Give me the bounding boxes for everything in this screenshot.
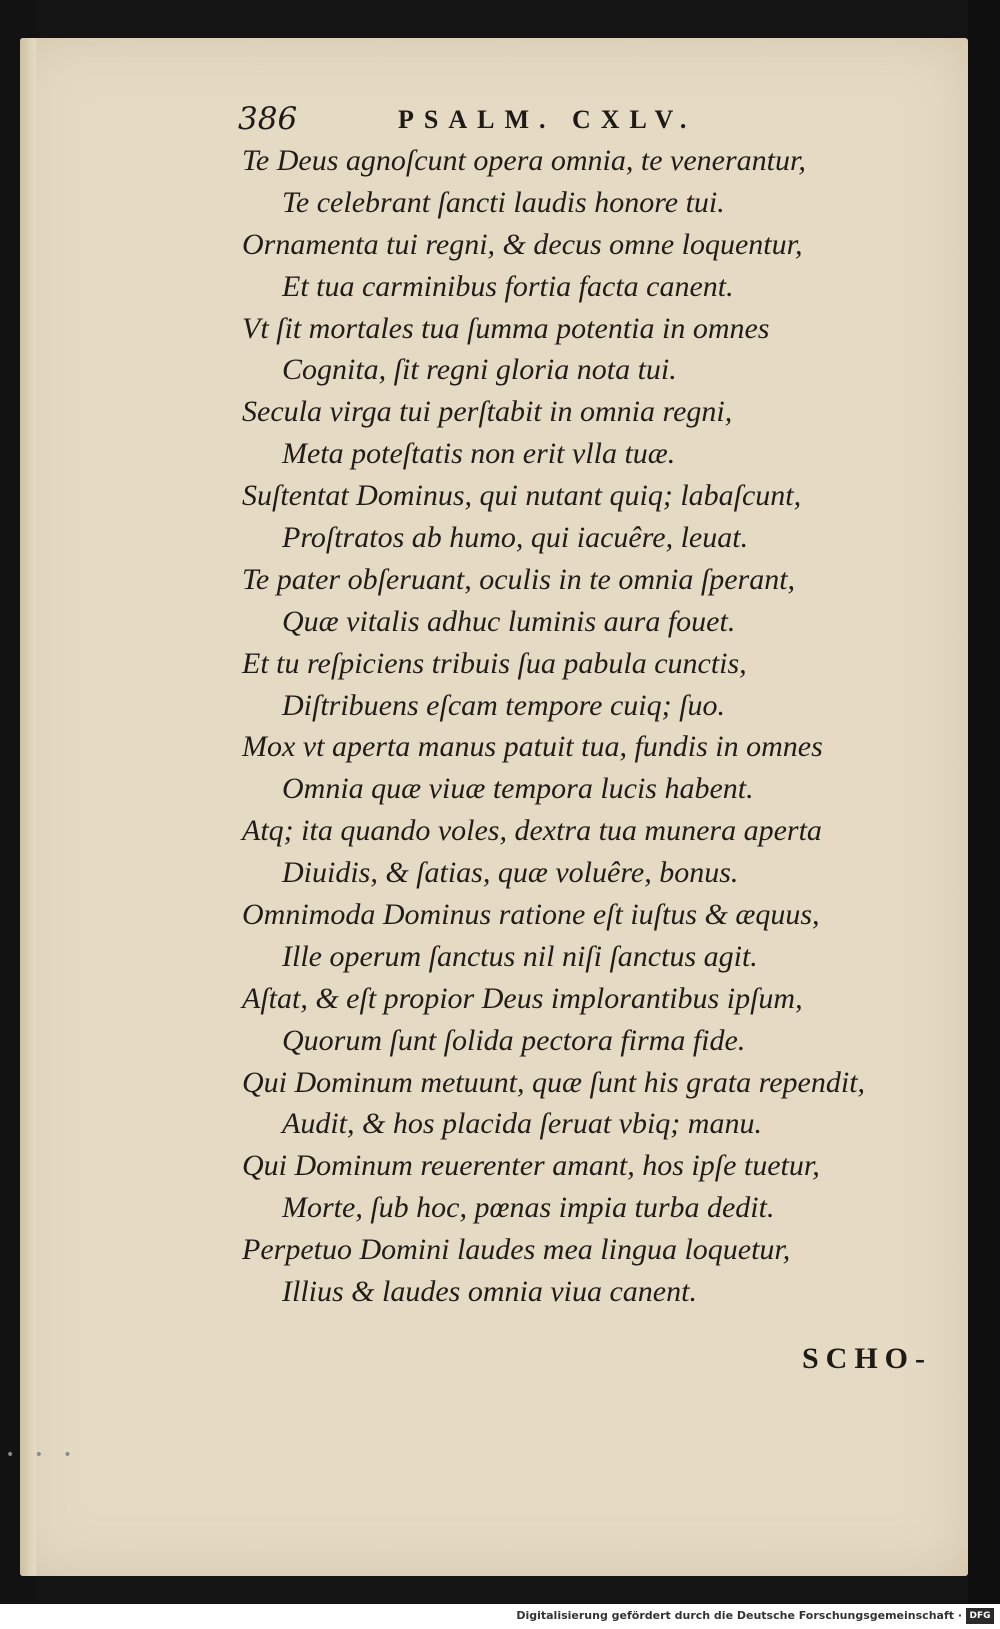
verse-line: Omnimoda Dominus ratione eſt iuſtus & æquus,: [242, 898, 820, 932]
verse-line: Qui Dominum reuerenter amant, hos ipſe tuetur,: [242, 1149, 820, 1183]
verse-line: Omnia quæ viuæ tempora lucis habent.: [282, 772, 754, 806]
verse-line: Audit, & hos placida ſeruat vbiq; manu.: [282, 1107, 762, 1141]
verse-line: Morte, ſub hoc, pœnas impia turba dedit.: [282, 1191, 775, 1225]
verse-line: Te Deus agnoſcunt opera omnia, te venerantur,: [242, 144, 806, 177]
verse-line: Ornamenta tui regni, & decus omne loquentur,: [242, 227, 803, 261]
verse-line: Mox vt aperta manus patuit tua, fundis in omnes: [242, 730, 823, 764]
verse-line: Cognita, ſit regni gloria nota tui.: [282, 353, 677, 387]
catchword: SCHO-: [802, 1342, 933, 1375]
page-header: [238, 98, 798, 140]
verse-line: Diuidis, & ſatias, quæ voluêre, bonus.: [282, 856, 739, 890]
verse-line: Te celebrant ſancti laudis honore tui.: [282, 185, 725, 219]
verse-line: Proſtratos ab humo, qui iacuêre, leuat.: [282, 521, 749, 555]
psalm-text: [242, 140, 942, 1313]
verse-line: Suſtentat Dominus, qui nutant quiq; labaſcunt,: [242, 479, 802, 513]
verse-line: Et tua carminibus fortia facta canent.: [282, 269, 734, 303]
footer-bar: [0, 1604, 1000, 1629]
verse-line: Secula virga tui perſtabit in omnia regni,: [242, 395, 733, 429]
page-number: 386: [238, 101, 298, 137]
scan-background-right: [968, 0, 1000, 1629]
verse-line: Quæ vitalis adhuc luminis aura fouet.: [282, 604, 736, 638]
verse-line: Et tu reſpiciens tribuis ſua pabula cunctis,: [242, 646, 747, 680]
dfg-logo: DFG: [966, 1608, 994, 1624]
page-gutter: [20, 38, 36, 1576]
running-head: PSALM. CXLV.: [398, 105, 697, 134]
footer-credit: Digitalisierung gefördert durch die Deutsche Forschungsgemeinschaft ·: [516, 1609, 962, 1622]
verse-line: Quorum ſunt ſolida pectora firma fide.: [282, 1023, 746, 1057]
verse-line: Perpetuo Domini laudes mea lingua loquetur,: [242, 1233, 791, 1267]
verse-line: Illius & laudes omnia viua canent.: [282, 1275, 697, 1309]
verse-line: Atq; ita quando voles, dextra tua munera aperta: [242, 814, 822, 848]
verse-line: Diſtribuens eſcam tempore cuiq; ſuo.: [282, 688, 725, 722]
verse-line: Ille operum ſanctus nil niſi ſanctus agit.: [282, 939, 758, 973]
verse-line: Aſtat, & eſt propior Deus implorantibus ipſum,: [242, 981, 803, 1015]
verse-line: Meta poteſtatis non erit vlla tuæ.: [282, 437, 676, 471]
verse-line: Te pater obſeruant, oculis in te omnia ſperant,: [242, 562, 796, 596]
verse-line: Vt ſit mortales tua ſumma potentia in omnes: [242, 311, 770, 345]
verse-line: Qui Dominum metuunt, quæ ſunt his grata rependit,: [242, 1065, 866, 1099]
margin-marks: • • •: [6, 1447, 80, 1463]
